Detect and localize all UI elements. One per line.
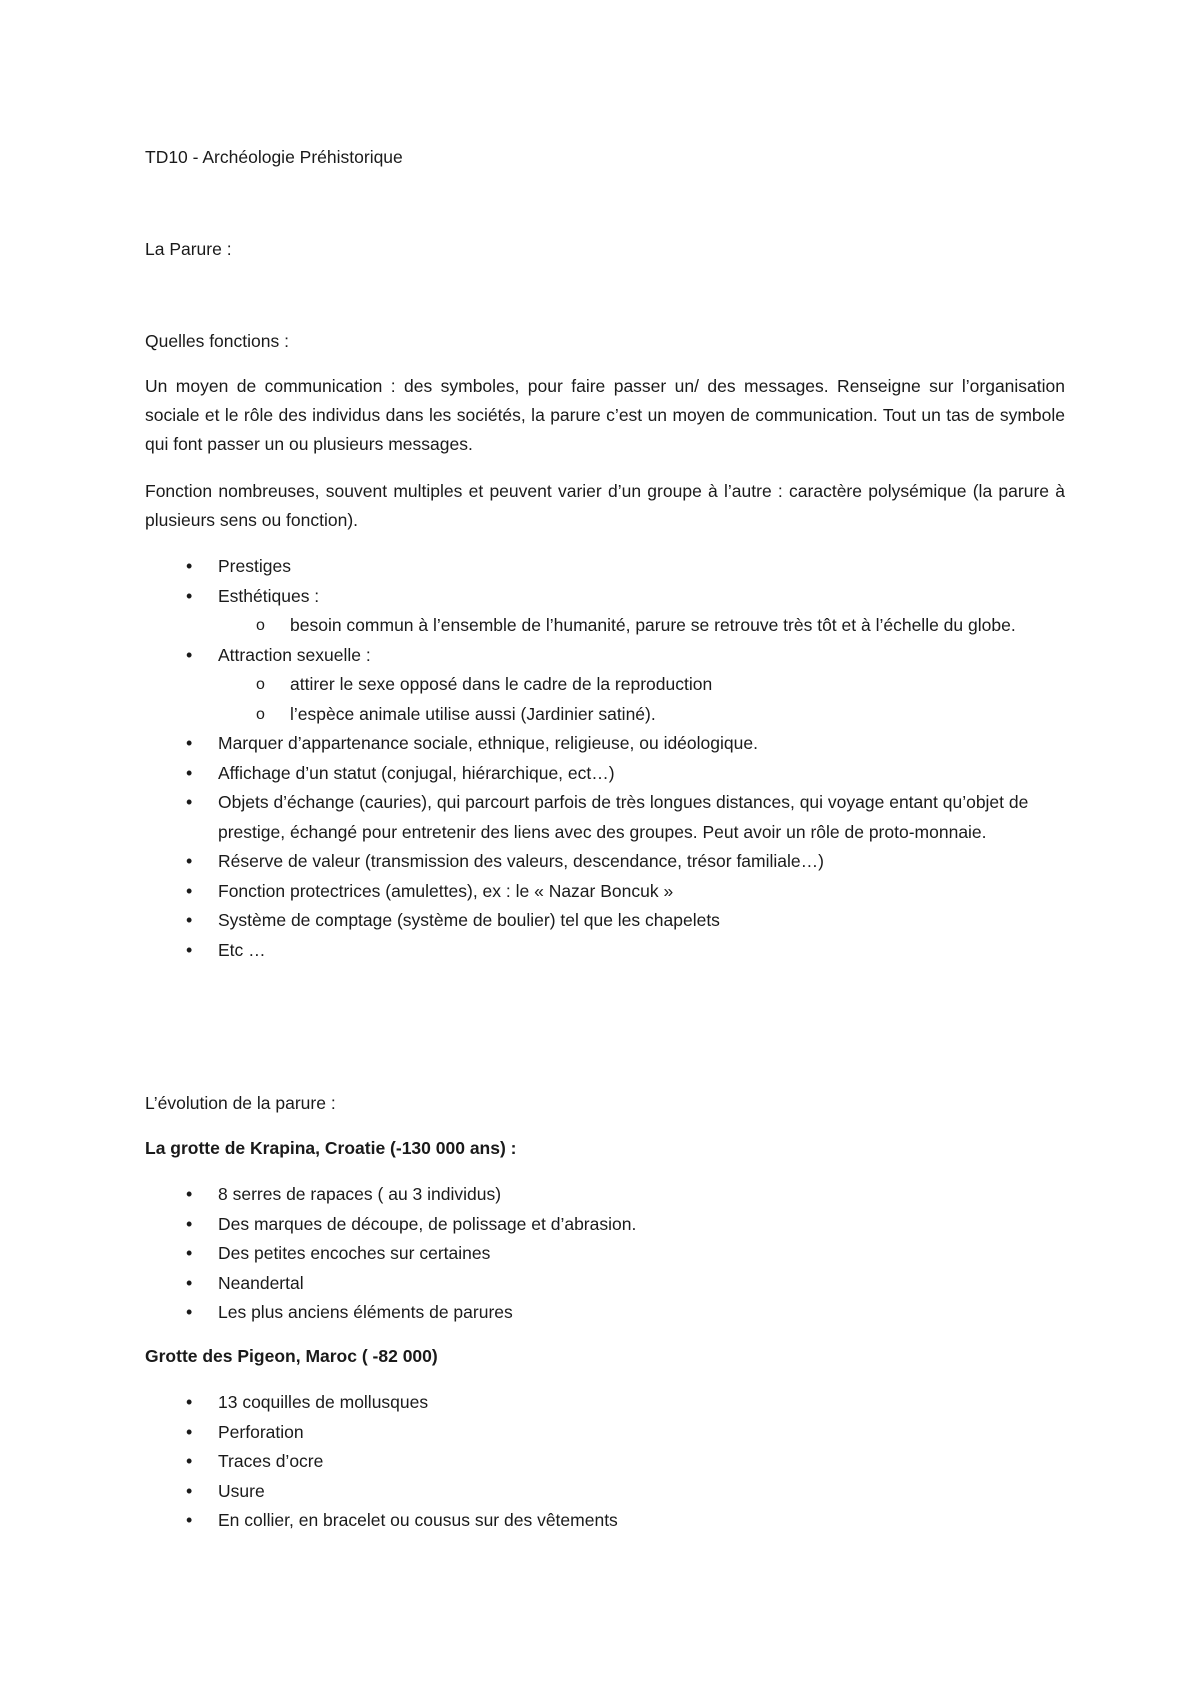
pigeons-heading: Grotte des Pigeon, Maroc ( -82 000)	[145, 1346, 438, 1366]
list-item: • Etc …	[145, 936, 1065, 966]
list-item: • Neandertal	[145, 1269, 1065, 1299]
list-item: • Des marques de découpe, de polissage et d’abrasion.	[145, 1210, 1065, 1240]
list-item: • Système de comptage (système de boulier) tel que les chapelets	[145, 906, 1065, 936]
krapina-list	[145, 1180, 1065, 1328]
list-item: • Fonction protectrices (amulettes), ex : le « Nazar Boncuk »	[145, 877, 1065, 907]
list-item: • Perforation	[145, 1418, 1065, 1448]
krapina-heading: La grotte de Krapina, Croatie (-130 000 ans) :	[145, 1138, 517, 1158]
list-item: • En collier, en bracelet ou cousus sur des vêtements	[145, 1506, 1065, 1536]
sub-list-item: o besoin commun à l’ensemble de l’humanité, parure se retrouve très tôt et à l’échelle du globe.	[218, 611, 1065, 641]
list-item: • 8 serres de rapaces ( au 3 individus)	[145, 1180, 1065, 1210]
evolution-heading: L’évolution de la parure :	[145, 1093, 336, 1113]
pigeons-list	[145, 1388, 1065, 1536]
section-heading-parure: La Parure :	[145, 239, 232, 259]
list-item: • Traces d’ocre	[145, 1447, 1065, 1477]
sub-list-item: o attirer le sexe opposé dans le cadre de la reproduction	[218, 670, 1065, 700]
paragraph-communication: Un moyen de communication : des symboles, pour faire passer un/ des messages. Renseigne sur l’organisation sociale et le rôle des individus dans les sociétés, la parure c’est un moyen de communication. Tout un tas de symbole qui font passer un ou plusieurs messages.	[145, 376, 1065, 454]
list-item: • Des petites encoches sur certaines	[145, 1239, 1065, 1269]
list-item: • Attraction sexuelle : o attirer le sexe opposé dans le cadre de la reproduction o l’espèce animale utilise aussi (Jardinier satiné).	[145, 641, 1065, 730]
list-item: • Objets d’échange (cauries), qui parcourt parfois de très longues distances, qui voyage entant qu’objet de prestige, échangé pour entretenir des liens avec des groupes. Peut avoir un rôle de proto-monnaie.	[145, 788, 1065, 847]
list-item: • Marquer d’appartenance sociale, ethnique, religieuse, ou idéologique.	[145, 729, 1065, 759]
list-item: • Les plus anciens éléments de parures	[145, 1298, 1065, 1328]
sub-list-item: o l’espèce animale utilise aussi (Jardinier satiné).	[218, 700, 1065, 730]
functions-heading: Quelles fonctions :	[145, 331, 289, 351]
list-item: • Usure	[145, 1477, 1065, 1507]
paragraph-polysemique: Fonction nombreuses, souvent multiples et peuvent varier d’un groupe à l’autre : caractère polysémique (la parure à plusieurs sens ou fonction).	[145, 481, 1065, 530]
document-title: TD10 - Archéologie Préhistorique	[145, 147, 403, 167]
list-item: • Prestiges	[145, 552, 1065, 582]
list-item: • 13 coquilles de mollusques	[145, 1388, 1065, 1418]
functions-list	[145, 552, 1065, 965]
list-item: • Affichage d’un statut (conjugal, hiérarchique, ect…)	[145, 759, 1065, 789]
list-item: • Réserve de valeur (transmission des valeurs, descendance, trésor familiale…)	[145, 847, 1065, 877]
sub-list	[218, 611, 1065, 641]
sub-list	[218, 670, 1065, 729]
list-item: • Esthétiques : o besoin commun à l’ensemble de l’humanité, parure se retrouve très tôt et à l’échelle du globe.	[145, 582, 1065, 641]
